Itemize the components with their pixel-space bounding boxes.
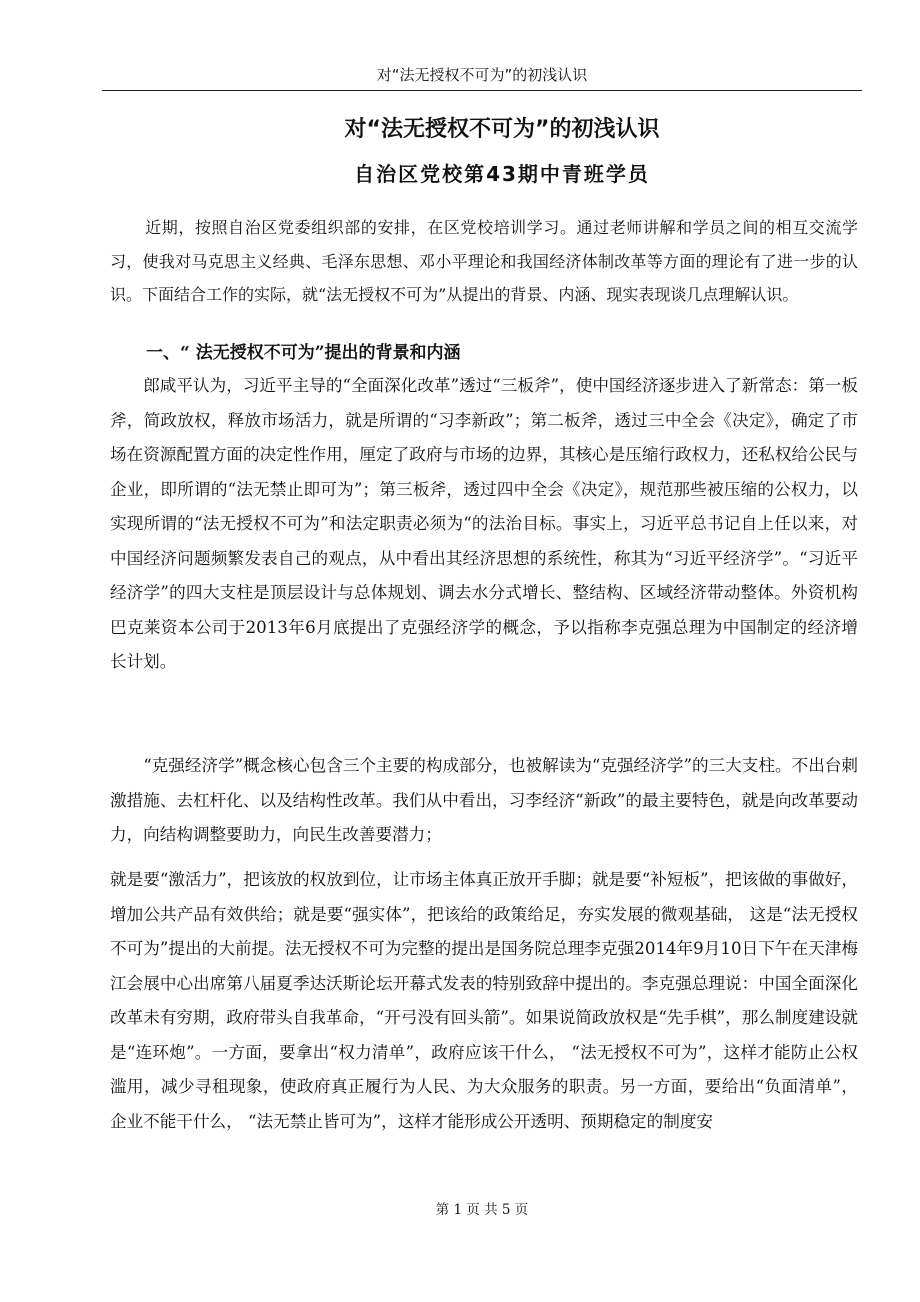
header-divider	[102, 90, 862, 91]
body-paragraph-2: 郎咸平认为，习近平主导的“全面深化改革”透过“三板斧”，使中国经济逐步进入了新常态：第一板斧，简政放权，释放市场活力，就是所谓的“习李新政”；第二板斧，透过三中全会《决定》，确定了市场在资源配置方面的决定性作用，厘定了政府与市场的边界，其核心是压缩行政权力，还私权给公民与企业，即所谓的“法无禁止即可为”；第三板斧，透过四中全会《决定》，规范那些被压缩的公权力，以实现所谓的“法无授权不可为”和法定职责必须为“的法治目标。事实上，习近平总书记自上任以来，对中国经济问题频繁发表自己的观点，从中看出其经济思想的系统性，称其为“习近平经济学”。“习近平经济学”的四大支柱是顶层设计与总体规划、调去水分式增长、整结构、区域经济带动整体。外资机构巴克莱资本公司于2013年6月底提出了克强经济学的概念，予以指称李克强总理为中国制定的经济增长计划。	[110, 376, 858, 671]
document-subtitle: 自治区党校第43期中青班学员	[354, 162, 650, 186]
section-heading: 一、“ 法无授权不可为”提出的背景和内涵	[146, 343, 461, 363]
body-paragraph-4: 就是要“激活力”，把该放的权放到位，让市场主体真正放开手脚；就是要“补短板”，把该做的事做好，增加公共产品有效供给；就是要“强实体”，把该给的政策给足，夯实发展的微观基础， 这是“法无授权不可为”提出的大前提。法无授权不可为完整的提出是国务院总理李克强2014年9月10日下午在天津梅江会展中心出席第八届夏季达沃斯论坛开幕式发表的特别致辞中提出的。李克强总理说：中国全面深化改革未有穷期，政府带头自我革命，“开弓没有回头箭”。如果说简政放权是“先手棋”，那么制度建设就是“连环炮”。一方面，要拿出“权力清单”，政府应该干什么， “法无授权不可为”，这样才能防止公权滥用，减少寻租现象，使政府真正履行为人民、为大众服务的职责。另一方面，要给出“负面清单”， 企业不能干什么， “法无禁止皆可为”，这样才能形成公开透明、预期稳定的制度安	[110, 870, 858, 1131]
intro-paragraph: 近期，按照自治区党委组织部的安排，在区党校培训学习。通过老师讲解和学员之间的相互交流学习，使我对马克思主义经典、毛泽东思想、邓小平理论和我国经济体制改革等方面的理论有了进一步的认识。下面结合工作的实际，就“法无授权不可为”从提出的背景、内涵、现实表现谈几点理解认识。	[110, 218, 858, 304]
running-header: 对“法无授权不可为”的初浅认识	[376, 66, 588, 84]
body-paragraph-3: “克强经济学”概念核心包含三个主要的构成部分，也被解读为“克强经济学”的三大支柱。不出台刺激措施、去杠杆化、以及结构性改革。我们从中看出，习李经济“新政”的最主要特色，就是向改革要动力，向结构调整要助力，向民生改善要潜力；	[110, 756, 858, 844]
document-title: 对“法无授权不可为”的初浅认识	[344, 117, 660, 142]
page-number-footer: 第 1 页 共 5 页	[435, 1202, 529, 1218]
